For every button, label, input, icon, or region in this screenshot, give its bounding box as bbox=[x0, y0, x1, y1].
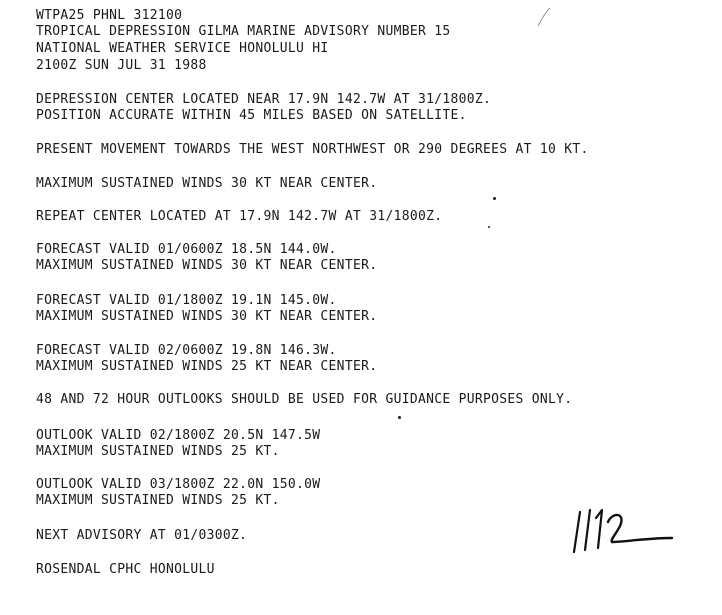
forecast-winds: MAXIMUM SUSTAINED WINDS 25 KT NEAR CENTER. bbox=[36, 359, 378, 374]
outlook-note: 48 AND 72 HOUR OUTLOOKS SHOULD BE USED FOR GUIDANCE PURPOSES ONLY. bbox=[36, 392, 573, 407]
advisory-title: TROPICAL DEPRESSION GILMA MARINE ADVISORY NUMBER 15 bbox=[36, 24, 451, 39]
forecast-valid: FORECAST VALID 02/0600Z 19.8N 146.3W. bbox=[36, 343, 337, 358]
forecast-winds: MAXIMUM SUSTAINED WINDS 30 KT NEAR CENTER. bbox=[36, 309, 378, 324]
forecaster-signoff: ROSENDAL CPHC HONOLULU bbox=[36, 562, 215, 577]
scan-speck bbox=[488, 226, 490, 228]
center-position: DEPRESSION CENTER LOCATED NEAR 17.9N 142.7W AT 31/1800Z. bbox=[36, 92, 492, 107]
forecast-valid: FORECAST VALID 01/1800Z 19.1N 145.0W. bbox=[36, 293, 337, 308]
present-movement: PRESENT MOVEMENT TOWARDS THE WEST NORTHWEST OR 290 DEGREES AT 10 KT. bbox=[36, 142, 589, 157]
outlook-valid: OUTLOOK VALID 02/1800Z 20.5N 147.5W bbox=[36, 428, 321, 443]
max-winds: MAXIMUM SUSTAINED WINDS 30 KT NEAR CENTER. bbox=[36, 176, 378, 191]
outlook-valid: OUTLOOK VALID 03/1800Z 22.0N 150.0W bbox=[36, 477, 321, 492]
repeat-center: REPEAT CENTER LOCATED AT 17.9N 142.7W AT 31/1800Z. bbox=[36, 209, 443, 224]
scan-speck bbox=[493, 197, 496, 200]
position-accuracy: POSITION ACCURATE WITHIN 45 MILES BASED ON SATELLITE. bbox=[36, 108, 467, 123]
issue-time: 2100Z SUN JUL 31 1988 bbox=[36, 58, 207, 73]
scan-mark bbox=[536, 6, 552, 28]
issuing-office: NATIONAL WEATHER SERVICE HONOLULU HI bbox=[36, 41, 329, 56]
outlook-winds: MAXIMUM SUSTAINED WINDS 25 KT. bbox=[36, 444, 280, 459]
handwritten-annotation bbox=[568, 508, 688, 558]
outlook-winds: MAXIMUM SUSTAINED WINDS 25 KT. bbox=[36, 493, 280, 508]
forecast-valid: FORECAST VALID 01/0600Z 18.5N 144.0W. bbox=[36, 242, 337, 257]
next-advisory: NEXT ADVISORY AT 01/0300Z. bbox=[36, 528, 248, 543]
forecast-winds: MAXIMUM SUSTAINED WINDS 30 KT NEAR CENTER. bbox=[36, 258, 378, 273]
header-id: WTPA25 PHNL 312100 bbox=[36, 8, 183, 23]
scan-speck bbox=[398, 416, 401, 419]
